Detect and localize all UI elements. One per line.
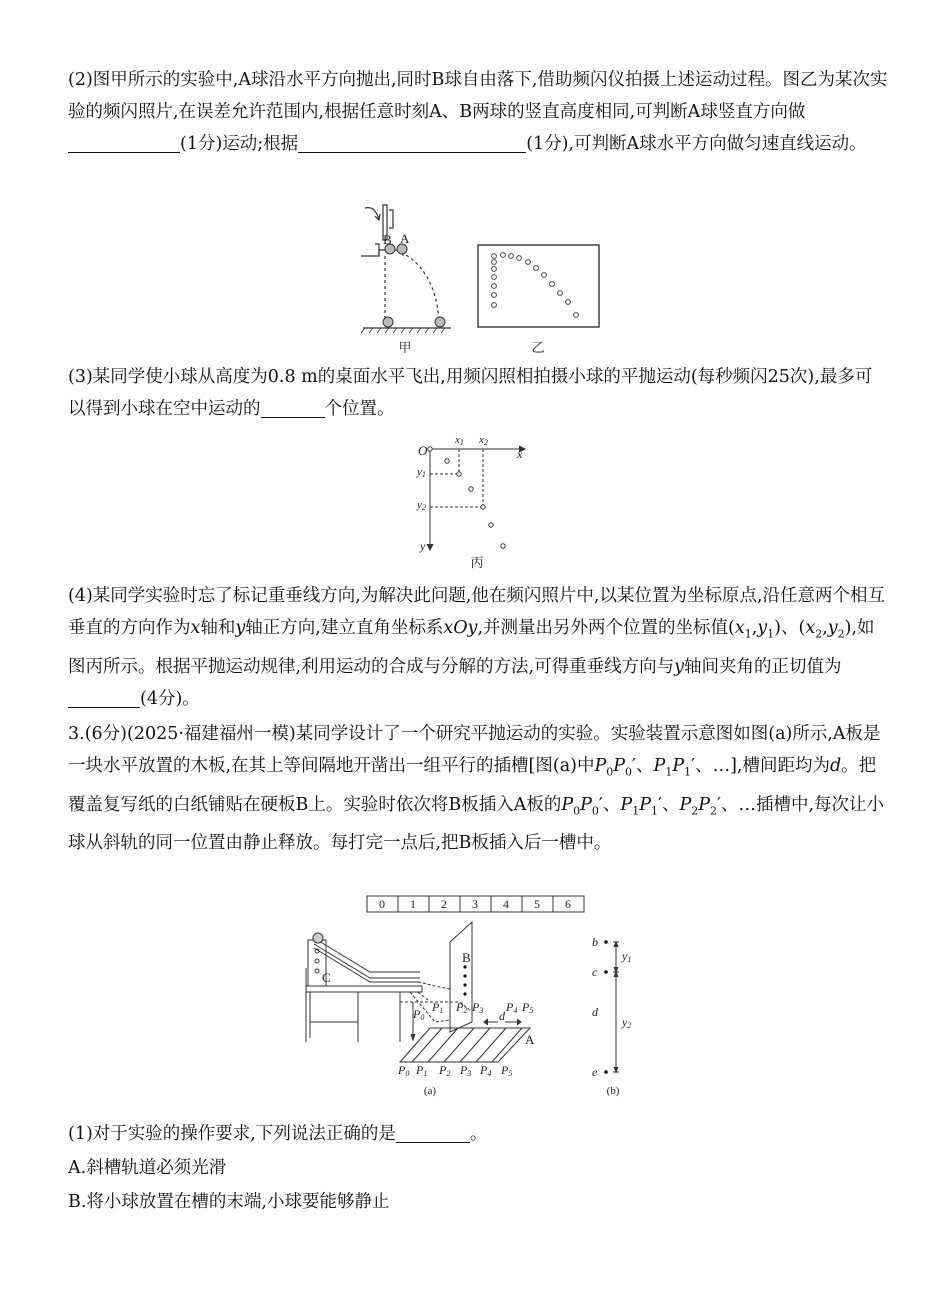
label-distance-d: d [592,1005,598,1019]
answer-blank-3[interactable] [261,397,325,418]
label-d: d [499,1009,505,1023]
label-y-axis: y [420,539,426,553]
label-x1: x1 [455,434,464,447]
label-point-c: c [592,965,598,979]
ruler-tick-6: 6 [565,897,571,911]
caption-bing: 丙 [470,555,484,570]
figure-yi [477,244,602,356]
label-y2: y2 [417,499,426,512]
caption-yi: 乙 [531,340,545,355]
label-point-b: b [592,935,598,949]
label-origin: O [418,443,428,458]
bottom-label-p0: P0 [398,1063,410,1078]
label-x2: x2 [479,434,488,447]
answer-blank-4[interactable] [68,687,140,708]
label-x-axis: x [517,447,523,461]
bottom-label-p5: P5 [501,1063,513,1078]
label-b: B [462,950,471,965]
top-label-p4: P4 [506,1000,518,1015]
caption-a: (a) [423,1085,437,1097]
top-label-p5: P5 [522,1000,534,1015]
answer-blank-2[interactable] [298,132,526,153]
q2-part2-paragraph: (2)图甲所示的实验中,A球沿水平方向抛出,同时B球自由落下,借助频闪仪拍摄上述运动过程。图乙为某次实验的频闪照片,在误差允许范围内,根据任意时刻A、B两球的竖直高度相同,可判断A球竖直方向做(1分)运动;根据 (1分),可判断A球水平方向做匀速直线运动。 [68,70,888,154]
bottom-label-p2: P2 [439,1063,451,1078]
top-label-p2: P2 [456,1000,468,1015]
answer-blank-5[interactable] [396,1122,470,1143]
figure-b [588,930,668,1100]
label-y1: y1 [417,466,426,479]
option-b[interactable]: B.将小球放置在槽的末端,小球要能够静止 [68,1192,390,1212]
ruler-tick-3: 3 [472,897,478,911]
q3-part1: (1)对于实验的操作要求,下列说法正确的是 。 [68,1124,488,1144]
ruler-tick-4: 4 [503,897,509,911]
answer-blank-1[interactable] [68,132,180,153]
label-c: C [322,970,331,985]
top-label-p3: P3 [472,1000,484,1015]
ruler-tick-5: 5 [534,897,540,911]
q2-part4-paragraph: (4)某同学实验时忘了标记重垂线方向,为解决此问题,他在频闪照片中,以某位置为坐标原点,沿任意两个相互垂直的方向作为x轴和y轴正方向,建立直角坐标系xOy,并测量出另外两个位置的坐标值$(x_1,y_1)$、$(x_2,y_2)$,如图丙所示。根据平抛运动规律,利用运动的合成与分解的方法,可得重垂线方向与y轴间夹角的正切值为(4分)。 [68,586,886,709]
top-label-p1: P1 [432,1000,444,1015]
label-point-e: e [592,1065,598,1079]
caption-b: (b) [606,1085,620,1097]
q3-paragraph: 3.(6分)(2025·福建福州一模)某同学设计了一个研究平抛运动的实验。实验装置示意图如图(a)所示,A板是一块水平放置的木板,在其上等间隔地开凿出一组平行的插槽[图(a)中$P_0P_0'$、$P_1P_1'$、…],槽间距均为d。把覆盖复写纸的白纸铺贴在硬板B上。实验时依次将B板插入A板的$P_0P_0'$、$P_1P_1'$、$P_2P_2'$、…插槽中,每次让小球从斜轨的同一位置由静止释放。每打完一点后,把B板插入后一槽中。 [68,724,885,853]
top-label-p0: P0 [413,1007,425,1022]
figure-bing [415,428,545,578]
label-ball-b: B [383,232,392,247]
ruler-tick-1: 1 [410,897,416,911]
bottom-label-p4: P4 [480,1063,492,1078]
label-a: A [525,1032,535,1047]
option-a[interactable]: A.斜槽轨道必须光滑 [68,1158,227,1178]
label-y2: y2 [622,1015,632,1030]
caption-jia: 甲 [398,340,412,355]
label-y1: y1 [622,949,632,964]
bottom-label-p3: P3 [460,1063,472,1078]
figure-a [300,892,600,1102]
ruler-tick-2: 2 [441,897,447,911]
ruler-tick-0: 0 [379,897,385,911]
label-ball-a: A [400,231,410,246]
bottom-label-p1: P1 [416,1063,428,1078]
figure-jia [355,200,455,360]
q2-part3-paragraph: (3)某同学使小球从高度为0.8 m的桌面水平飞出,用频闪照相拍摄小球的平抛运动(每秒频闪25次),最多可以得到小球在空中运动的 个位置。 [68,367,873,419]
